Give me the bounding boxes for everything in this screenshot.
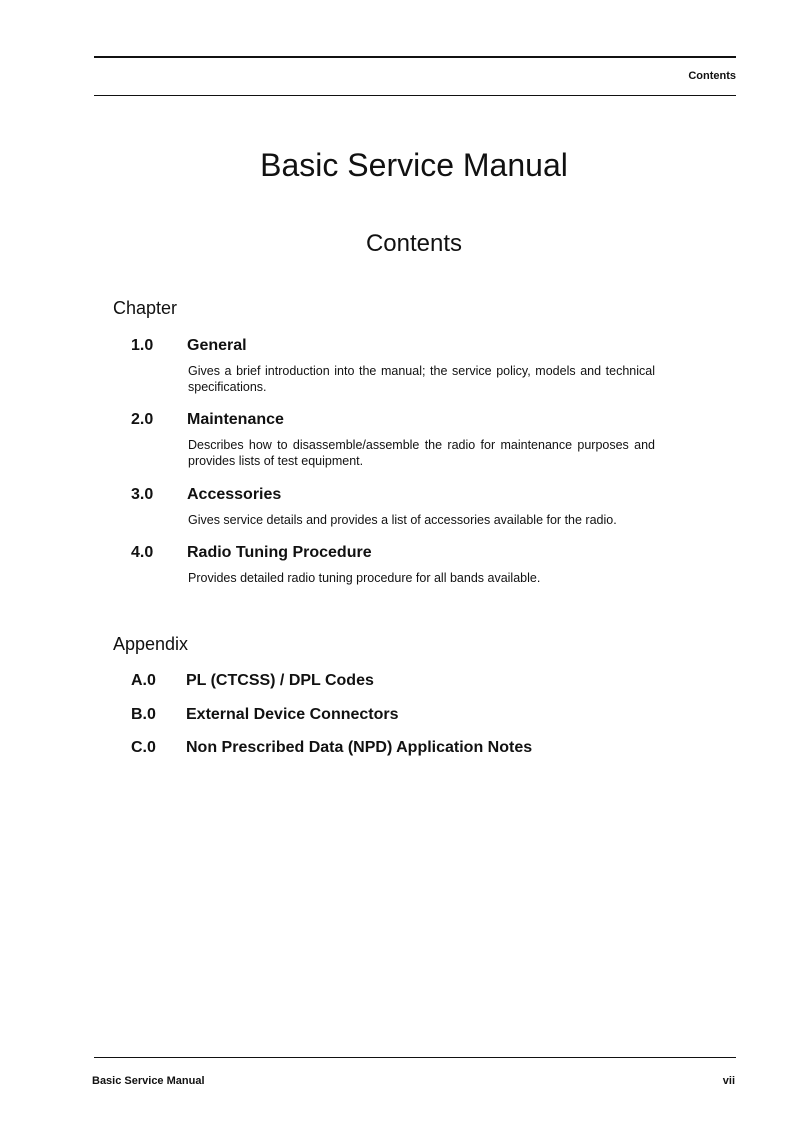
appendix-number: C.0 <box>131 739 156 756</box>
appendix-title: External Device Connectors <box>186 706 399 723</box>
chapter-title: Radio Tuning Procedure <box>187 544 372 561</box>
header-rule-thick <box>94 56 736 58</box>
contents-heading: Contents <box>365 230 463 257</box>
appendix-number: B.0 <box>131 706 156 723</box>
chapter-description: Gives a brief introduction into the manual; the service policy, models and technical specifications. <box>188 364 655 394</box>
document-title: Basic Service Manual <box>260 147 568 183</box>
footer-document-name: Basic Service Manual <box>92 1075 205 1087</box>
chapter-title: Accessories <box>187 486 282 503</box>
chapter-number: 1.0 <box>131 337 154 354</box>
chapter-description: Describes how to disassemble/assemble the radio for maintenance purposes and provides lists of test equipment. <box>188 438 655 468</box>
chapter-number: 3.0 <box>131 486 154 503</box>
appendix-heading: Appendix <box>113 634 189 654</box>
chapter-description: Gives service details and provides a list of accessories available for the radio. <box>188 513 617 527</box>
chapter-number: 2.0 <box>131 411 154 428</box>
chapter-heading: Chapter <box>113 298 178 318</box>
appendix-number: A.0 <box>131 672 156 689</box>
running-header-label: Contents <box>688 70 736 82</box>
footer-page-number: vii <box>722 1075 735 1087</box>
header-rule-thin <box>94 95 736 96</box>
footer-rule <box>94 1057 736 1058</box>
chapter-title: General <box>187 337 247 354</box>
appendix-title: Non Prescribed Data (NPD) Application Notes <box>186 739 533 756</box>
chapter-description: Provides detailed radio tuning procedure for all bands available. <box>188 571 541 585</box>
chapter-title: Maintenance <box>187 411 284 428</box>
chapter-number: 4.0 <box>131 544 154 561</box>
appendix-title: PL (CTCSS) / DPL Codes <box>186 672 374 689</box>
